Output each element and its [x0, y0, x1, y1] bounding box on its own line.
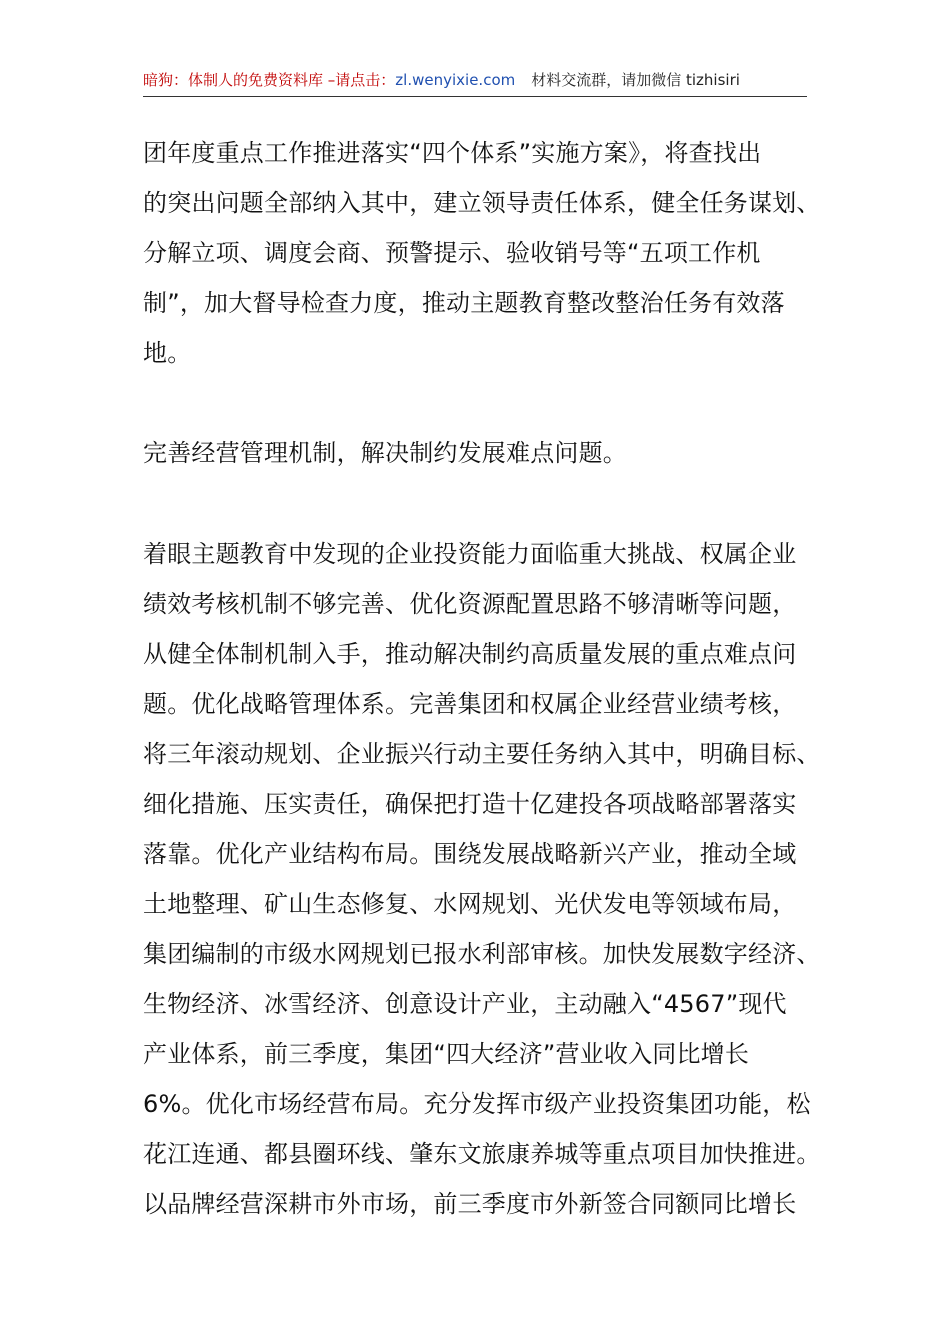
text-line: 产业体系，前三季度，集团“四大经济”营业收入同比增长 — [143, 1040, 750, 1068]
text-line: 团年度重点工作推进落实“四个体系”实施方案》，将查找出 — [143, 139, 762, 167]
paragraph-1 — [143, 128, 821, 378]
text-line: 土地整理、矿山生态修复、水网规划、光伏发电等领域布局， — [143, 890, 797, 918]
text-line: 着眼主题教育中发现的企业投资能力面临重大挑战、权属企业 — [143, 540, 797, 568]
text-line: 将三年滚动规划、企业振兴行动主要任务纳入其中，明确目标、 — [143, 740, 821, 768]
text-line: 从健全体制机制入手，推动解决制约高质量发展的重点难点问 — [143, 640, 797, 668]
header-separator: –请点击： — [323, 71, 396, 89]
text-line: 落靠。优化产业结构布局。围绕发展战略新兴产业，推动全域 — [143, 840, 797, 868]
page-header — [143, 66, 807, 97]
text-line: 制”，加大督导检查力度，推动主题教育整改整治任务有效落 — [143, 289, 785, 317]
text-line: 题。优化战略管理体系。完善集团和权属企业经营业绩考核， — [143, 690, 797, 718]
text-line: 以品牌经营深耕市外市场，前三季度市外新签合同额同比增长 — [143, 1190, 797, 1218]
header-contact: 材料交流群，请加微信 tizhisiri — [531, 71, 740, 89]
header-link[interactable]: zl.wenyixie.com — [395, 71, 516, 89]
paragraph-2 — [143, 529, 821, 1229]
header-brand: 暗狗：体制人的免费资料库 — [143, 71, 324, 89]
text-line: 细化措施、压实责任，确保把打造十亿建投各项战略部署落实 — [143, 790, 797, 818]
text-line: 生物经济、冰雪经济、创意设计产业，主动融入“4567”现代 — [143, 990, 787, 1018]
document-body — [143, 128, 821, 1229]
text-line: 绩效考核机制不够完善、优化资源配置思路不够清晰等问题， — [143, 590, 797, 618]
text-line: 6%。优化市场经营布局。充分发挥市级产业投资集团功能，松 — [143, 1090, 811, 1118]
text-line: 地。 — [143, 339, 192, 367]
text-line: 的突出问题全部纳入其中，建立领导责任体系，健全任务谋划、 — [143, 189, 821, 217]
text-line: 分解立项、调度会商、预警提示、验收销号等“五项工作机 — [143, 239, 761, 267]
section-heading: 完善经营管理机制，解决制约发展难点问题。 — [143, 439, 627, 467]
text-line: 集团编制的市级水网规划已报水利部审核。加快发展数字经济、 — [143, 940, 821, 968]
text-line: 花江连通、都县圈环线、肇东文旅康养城等重点项目加快推进。 — [143, 1140, 821, 1168]
